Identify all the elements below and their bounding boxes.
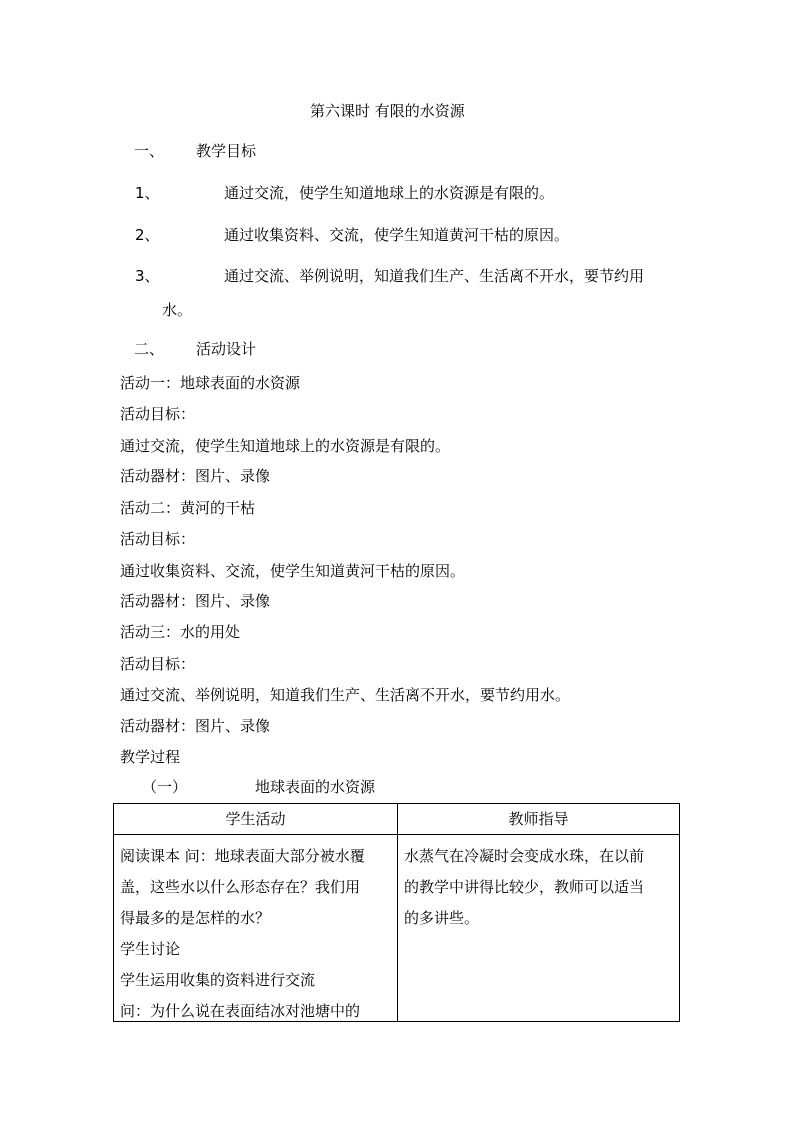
activity-materials: 活动器材：图片、录像: [120, 717, 271, 735]
process-heading: 教学过程: [120, 748, 181, 766]
activity-name: 活动二：黄河的干枯: [120, 499, 256, 517]
page-title: 第六课时 有限的水资源: [310, 102, 465, 120]
section-heading: 活动设计: [196, 340, 257, 358]
teaching-table: [113, 803, 680, 1022]
objective-number: 2、: [135, 226, 160, 244]
activity-goal: 通过交流，使学生知道地球上的水资源是有限的。: [120, 437, 451, 455]
table-line: 水蒸气在冷凝时会变成水珠，在以前: [404, 847, 645, 865]
table-header-student: 学生活动: [225, 810, 286, 828]
process-sub-number: （一）: [142, 778, 188, 796]
activity-goal-label: 活动目标：: [120, 405, 196, 423]
objective-number: 1、: [135, 184, 160, 202]
objective-number: 3、: [135, 267, 160, 285]
activity-name: 活动一：地球表面的水资源: [120, 374, 301, 392]
activity-name: 活动三：水的用处: [120, 623, 241, 641]
table-line: 学生讨论: [120, 940, 181, 958]
objective-text: 通过交流、举例说明，知道我们生产、生活离不开水，要节约用: [224, 267, 645, 285]
table-column-divider: [397, 804, 398, 1021]
activity-goal-label: 活动目标：: [120, 655, 196, 673]
activity-goal-label: 活动目标：: [120, 530, 196, 548]
table-line: 阅读课本 问：地球表面大部分被水覆: [120, 847, 365, 865]
activity-materials: 活动器材：图片、录像: [120, 467, 271, 485]
objective-text-continued: 水。: [162, 301, 193, 319]
table-line: 问：为什么说在表面结冰对池塘中的: [120, 1002, 361, 1020]
activity-materials: 活动器材：图片、录像: [120, 592, 271, 610]
process-sub-title: 地球表面的水资源: [255, 778, 376, 796]
table-line: 的多讲些。: [404, 909, 480, 927]
section-number: 二、: [134, 340, 165, 358]
section-heading: 教学目标: [196, 142, 257, 160]
table-line: 盖，这些水以什么形态存在？我们用: [120, 878, 361, 896]
objective-text: 通过交流，使学生知道地球上的水资源是有限的。: [224, 184, 555, 202]
table-line: 学生运用收集的资料进行交流: [120, 971, 316, 989]
table-line: 得最多的是怎样的水？: [120, 909, 271, 927]
objective-text: 通过收集资料、交流，使学生知道黄河干枯的原因。: [224, 226, 570, 244]
student-activity-cell: [120, 841, 365, 1027]
section-number: 一、: [134, 142, 165, 160]
activity-goal: 通过收集资料、交流，使学生知道黄河干枯的原因。: [120, 562, 466, 580]
table-line: 的教学中讲得比较少，教师可以适当: [404, 878, 645, 896]
teacher-guidance-cell: [404, 841, 644, 934]
activity-goal: 通过交流、举例说明，知道我们生产、生活离不开水，要节约用水。: [120, 686, 571, 704]
table-header-teacher: 教师指导: [508, 810, 569, 828]
table-header-divider: [114, 834, 679, 835]
